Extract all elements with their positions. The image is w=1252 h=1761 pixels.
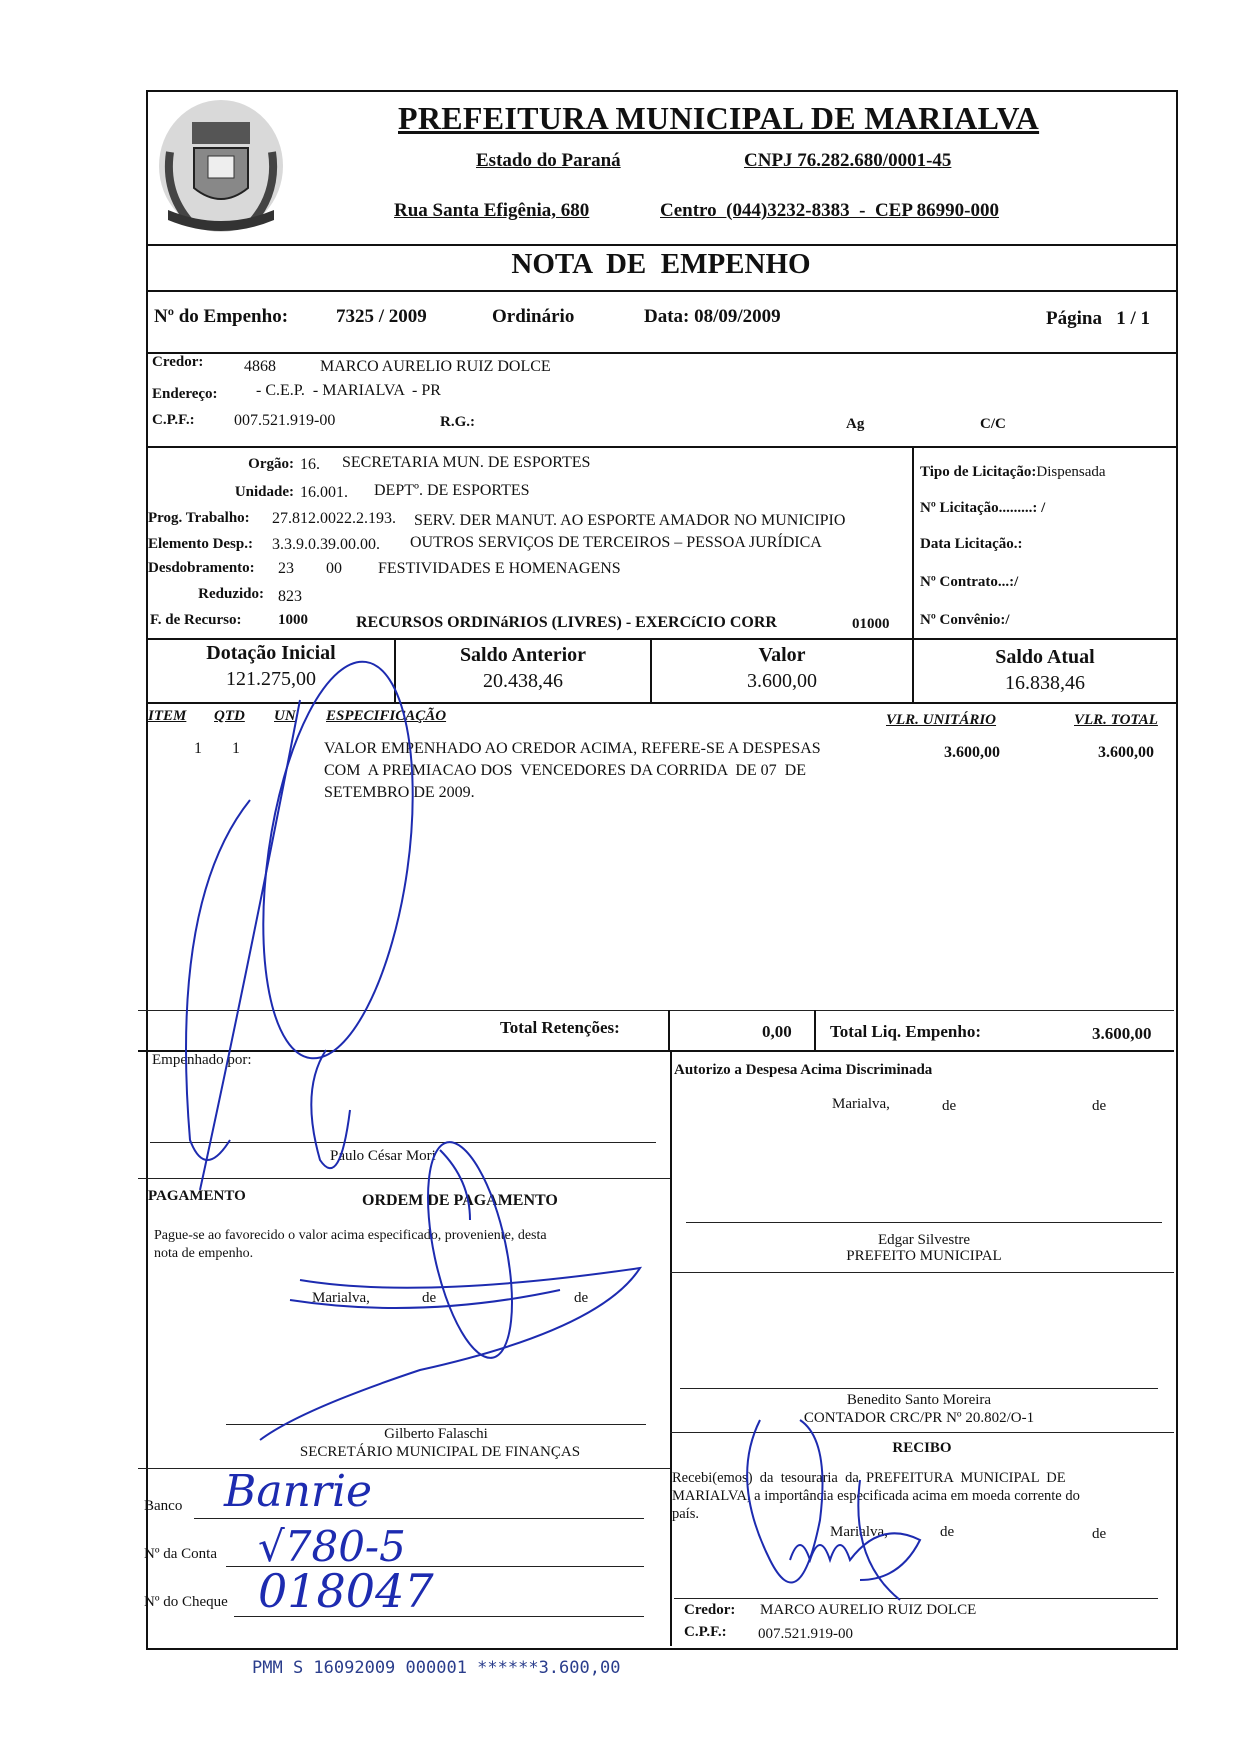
contrato-number: Nº Contrato...:/ — [920, 574, 1019, 590]
empenho-number: 7325 / 2009 — [336, 306, 427, 327]
elemento-name: OUTROS SERVIÇOS DE TERCEIROS – PESSOA JURÍDICA — [410, 534, 822, 551]
saldo-anterior-value: 20.438,46 — [483, 670, 563, 692]
cheque-handwritten: 018047 — [258, 1564, 434, 1618]
convenio-number: Nº Convênio:/ — [920, 612, 1010, 628]
autorizo-de-1: de — [942, 1098, 957, 1114]
page-number: Página 1 / 1 — [1046, 308, 1150, 329]
autorizo-de-2: de — [1092, 1098, 1107, 1114]
pagamento-label: PAGAMENTO — [148, 1188, 246, 1204]
desdobramento-sub: 00 — [326, 560, 342, 577]
recibo-cpf-label: C.P.F.: — [684, 1624, 727, 1640]
unidade-label: Unidade: — [234, 484, 294, 500]
prefeito-title: PREFEITO MUNICIPAL — [846, 1248, 1002, 1264]
recurso-code: 1000 — [278, 612, 308, 628]
conta-label: Nº da Conta — [144, 1546, 217, 1562]
orgao-label: Orgão: — [248, 456, 294, 472]
cpf-label: C.P.F.: — [152, 412, 195, 428]
empenho-type: Ordinário — [492, 306, 575, 327]
empenho-date: Data: 08/09/2009 — [644, 306, 781, 327]
unidade-name: DEPTº. DE ESPORTES — [374, 482, 530, 499]
document-title: NOTA DE EMPENHO — [511, 248, 811, 280]
banco-handwritten: Banrie — [224, 1466, 373, 1517]
recibo-de-2: de — [1092, 1526, 1107, 1542]
credor-label: Credor: — [152, 354, 204, 370]
endereco-label: Endereço: — [152, 386, 218, 402]
recurso-sub-code: 01000 — [852, 616, 890, 632]
autorizo-marialva: Marialva, — [832, 1096, 890, 1112]
contador-title: CONTADOR CRC/PR Nº 20.802/O-1 — [803, 1410, 1035, 1426]
orgao-name: SECRETARIA MUN. DE ESPORTES — [342, 454, 591, 471]
contador-name: Benedito Santo Moreira — [846, 1392, 992, 1408]
recibo-credor-name: MARCO AURELIO RUIZ DOLCE — [760, 1602, 977, 1618]
saldo-atual-label: Saldo Atual — [995, 646, 1095, 668]
reduzido-label: Reduzido: — [198, 586, 264, 602]
item-spec-line-1: VALOR EMPENHADO AO CREDOR ACIMA, REFERE-SE A DESPESAS — [324, 740, 821, 757]
dotacao-value: 121.275,00 — [226, 668, 316, 690]
autorizo-label: Autorizo a Despesa Acima Discriminada — [674, 1062, 933, 1078]
credor-code: 4868 — [244, 358, 276, 375]
prog-name: SERV. DER MANUT. AO ESPORTE AMADOR NO MUNICIPIO — [414, 512, 846, 529]
cc-label: C/C — [980, 416, 1006, 432]
recibo-de-1: de — [940, 1524, 955, 1540]
pagamento-de-1: de — [422, 1290, 437, 1306]
rg-label: R.G.: — [440, 414, 475, 430]
licitacao-numero: Nº Licitação.........: / — [920, 500, 1046, 516]
item-unit-value: 3.600,00 — [944, 744, 1000, 761]
licitacao-data: Data Licitação.: — [920, 536, 1023, 552]
orgao-code: 16. — [300, 456, 320, 473]
recibo-marialva: Marialva, — [830, 1524, 888, 1540]
col-item-header: ITEM — [148, 708, 187, 724]
saldo-anterior-label: Saldo Anterior — [459, 644, 587, 666]
item-qtd: 1 — [232, 740, 240, 757]
reduzido-code: 823 — [278, 588, 302, 605]
cpf-value: 007.521.919-00 — [234, 412, 336, 429]
col-espec-header: ESPECIFICAÇÃO — [326, 708, 447, 724]
secretario-title: SECRETÁRIO MUNICIPAL DE FINANÇAS — [299, 1444, 581, 1460]
item-spec-line-2: COM A PREMIACAO DOS VENCEDORES DA CORRIDA DE 07 DE — [324, 762, 806, 779]
total-retencoes-value: 0,00 — [762, 1022, 792, 1041]
pagamento-de-2: de — [574, 1290, 589, 1306]
prefeito-name: Edgar Silvestre — [877, 1232, 971, 1248]
desdobramento-label: Desdobramento: — [148, 560, 255, 576]
ag-label: Ag — [846, 416, 865, 432]
recibo-text-line-3: país. — [672, 1506, 699, 1522]
empenho-number-label: Nº do Empenho: — [154, 306, 289, 327]
saldo-atual-value: 16.838,46 — [1005, 672, 1085, 694]
recibo-text-line-1: Recebi(emos) da tesouraria da PREFEITURA MUNICIPAL DE — [672, 1470, 1066, 1486]
valor-label: Valor — [758, 644, 806, 666]
cnpj-label: CNPJ 76.282.680/0001-45 — [744, 150, 952, 171]
address-label: Rua Santa Efigênia, 680 — [394, 200, 590, 221]
pague-text-line-2: nota de empenho. — [154, 1246, 254, 1261]
credor-name: MARCO AURELIO RUIZ DOLCE — [320, 358, 551, 375]
licitacao-tipo-value: Dispensada — [1036, 464, 1106, 480]
conta-handwritten: √780-5 — [258, 1522, 406, 1571]
unidade-code: 16.001. — [300, 484, 348, 501]
ordem-pagamento-label: ORDEM DE PAGAMENTO — [362, 1192, 558, 1209]
banco-label: Banco — [144, 1498, 183, 1514]
recibo-label: RECIBO — [892, 1440, 952, 1456]
total-liq-value: 3.600,00 — [1092, 1024, 1152, 1043]
recibo-text-line-2: MARIALVA, a importância especificada acima em moeda corrente do — [672, 1488, 1080, 1504]
item-number: 1 — [194, 740, 202, 757]
recurso-name: RECURSOS ORDINáRIOS (LIVRES) - EXERCíCIO CORR — [356, 614, 777, 631]
recibo-credor-label: Credor: — [684, 1602, 736, 1618]
prog-code: 27.812.0022.2.193. — [272, 510, 396, 527]
page-title: PREFEITURA MUNICIPAL DE MARIALVA — [398, 100, 1040, 136]
valor-value: 3.600,00 — [747, 670, 817, 692]
endereco-value: - C.E.P. - MARIALVA - PR — [256, 382, 441, 399]
footer-stamp: PMM S 16092009 000001 ******3.600,00 — [252, 1658, 621, 1678]
desdobramento-code: 23 — [278, 560, 294, 577]
licitacao-tipo-label: Tipo de Licitação:Dispensada — [920, 464, 1106, 480]
address-contact: Centro (044)3232-8383 - CEP 86990-000 — [660, 200, 999, 221]
secretario-name: Gilberto Falaschi — [384, 1426, 488, 1442]
item-total-value: 3.600,00 — [1098, 744, 1154, 761]
pague-text-line-1: Pague-se ao favorecido o valor acima especificado, proveniente, desta — [154, 1228, 547, 1243]
col-unit-header: VLR. UNITÁRIO — [886, 712, 997, 728]
elemento-label: Elemento Desp.: — [148, 536, 253, 552]
item-spec-line-3: SETEMBRO DE 2009. — [324, 784, 475, 801]
elemento-code: 3.3.9.0.39.00.00. — [272, 536, 380, 553]
desdobramento-name: FESTIVIDADES E HOMENAGENS — [378, 560, 621, 577]
col-qtd-header: QTD — [214, 708, 245, 724]
total-retencoes-label: Total Retenções: — [500, 1018, 620, 1037]
total-liq-label: Total Liq. Empenho: — [830, 1022, 981, 1041]
pagamento-marialva: Marialva, — [312, 1290, 370, 1306]
empenhado-signatory: Paulo César Mori — [330, 1148, 436, 1164]
prog-label: Prog. Trabalho: — [148, 510, 250, 526]
state-label: Estado do Paraná — [476, 150, 621, 171]
recurso-label: F. de Recurso: — [150, 612, 242, 628]
cheque-label: Nº do Cheque — [144, 1594, 228, 1610]
empenhado-por-label: Empenhado por: — [152, 1052, 252, 1068]
col-total-header: VLR. TOTAL — [1074, 712, 1158, 728]
col-un-header: UN — [274, 708, 296, 724]
recibo-cpf-value: 007.521.919-00 — [758, 1626, 853, 1642]
dotacao-label: Dotação Inicial — [206, 642, 336, 664]
